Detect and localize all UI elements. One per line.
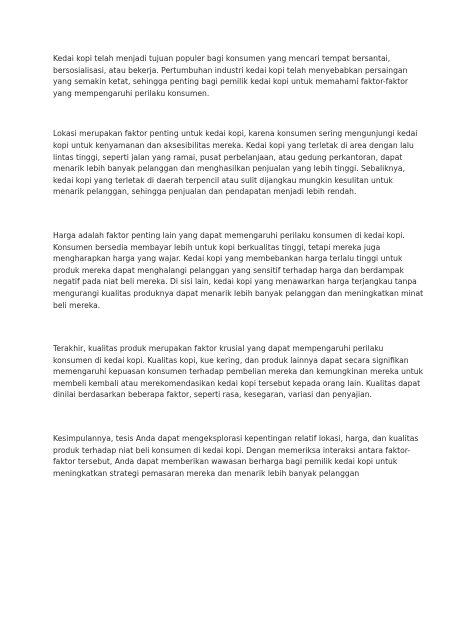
- paragraph-location: Lokasi merupakan faktor penting untuk kedai kopi, karena konsumen sering mengunjungi kedai kopi untuk kenyamanan dan aksesibilitas mereka. Kedai kopi yang terletak di area dengan lalu lintas tinggi, seperti jalan yang ramai, pusat perbelanjaan, atau gedung perkantoran, dapat menarik lebih banyak pelanggan dan menghasilkan penjualan yang lebih tinggi. Sebaliknya, kedai kopi yang terletak di daerah terpencil atau sulit dijangkau mungkin kesulitan untuk menarik pelanggan, sehingga penjualan dan pendapatan menjadi lebih rendah.: [53, 129, 418, 197]
- paragraph-quality: Terakhir, kualitas produk merupakan faktor krusial yang dapat mempengaruhi perilaku konsumen di kedai kopi. Kualitas kopi, kue kering, dan produk lainnya dapat secara signifikan memengaruhi kepuasan konsumen terhadap pembelian mereka dan kemungkinan mereka untuk membeli kembali atau merekomendasikan kedai kopi tersebut kepada orang lain. Kualitas dapat dinilai berdasarkan beberapa faktor, seperti rasa, kesegaran, variasi dan penyajian.: [53, 344, 423, 400]
- paragraph-intro: Kedai kopi telah menjadi tujuan populer bagi konsumen yang mencari tempat bersantai, bersosialisasi, atau bekerja. Pertumbuhan industri kedai kopi telah menyebabkan persaingan yang semakin ketat, sehingga penting bagi pemilik kedai kopi untuk memahami faktor-faktor yang mempengaruhi perilaku konsumen.: [53, 54, 409, 98]
- document-body: [53, 53, 425, 511]
- paragraph-price: Harga adalah faktor penting lain yang dapat memengaruhi perilaku konsumen di kedai kopi. Konsumen bersedia membayar lebih untuk kopi berkualitas tinggi, tetapi mereka juga mengharapkan harga yang wajar. Kedai kopi yang membebankan harga terlalu tinggi untuk produk mereka dapat menghalangi pelanggan yang sensitif terhadap harga dan berdampak negatif pada niat beli mereka. Di sisi lain, kedai kopi yang menawarkan harga terjangkau tanpa mengurangi kualitas produknya dapat menarik lebih banyak pelanggan dan meningkatkan minat beli mereka.: [53, 230, 424, 310]
- paragraph-conclusion: Kesimpulannya, tesis Anda dapat mengeksplorasi kepentingan relatif lokasi, harga, dan kualitas produk terhadap niat beli konsumen di kedai kopi. Dengan memeriksa interaksi antara faktor-faktor tersebut, Anda dapat memberikan wawasan berharga bagi pemilik kedai kopi untuk meningkatkan strategi pemasaran mereka dan menarik lebih banyak pelanggan: [53, 434, 419, 478]
